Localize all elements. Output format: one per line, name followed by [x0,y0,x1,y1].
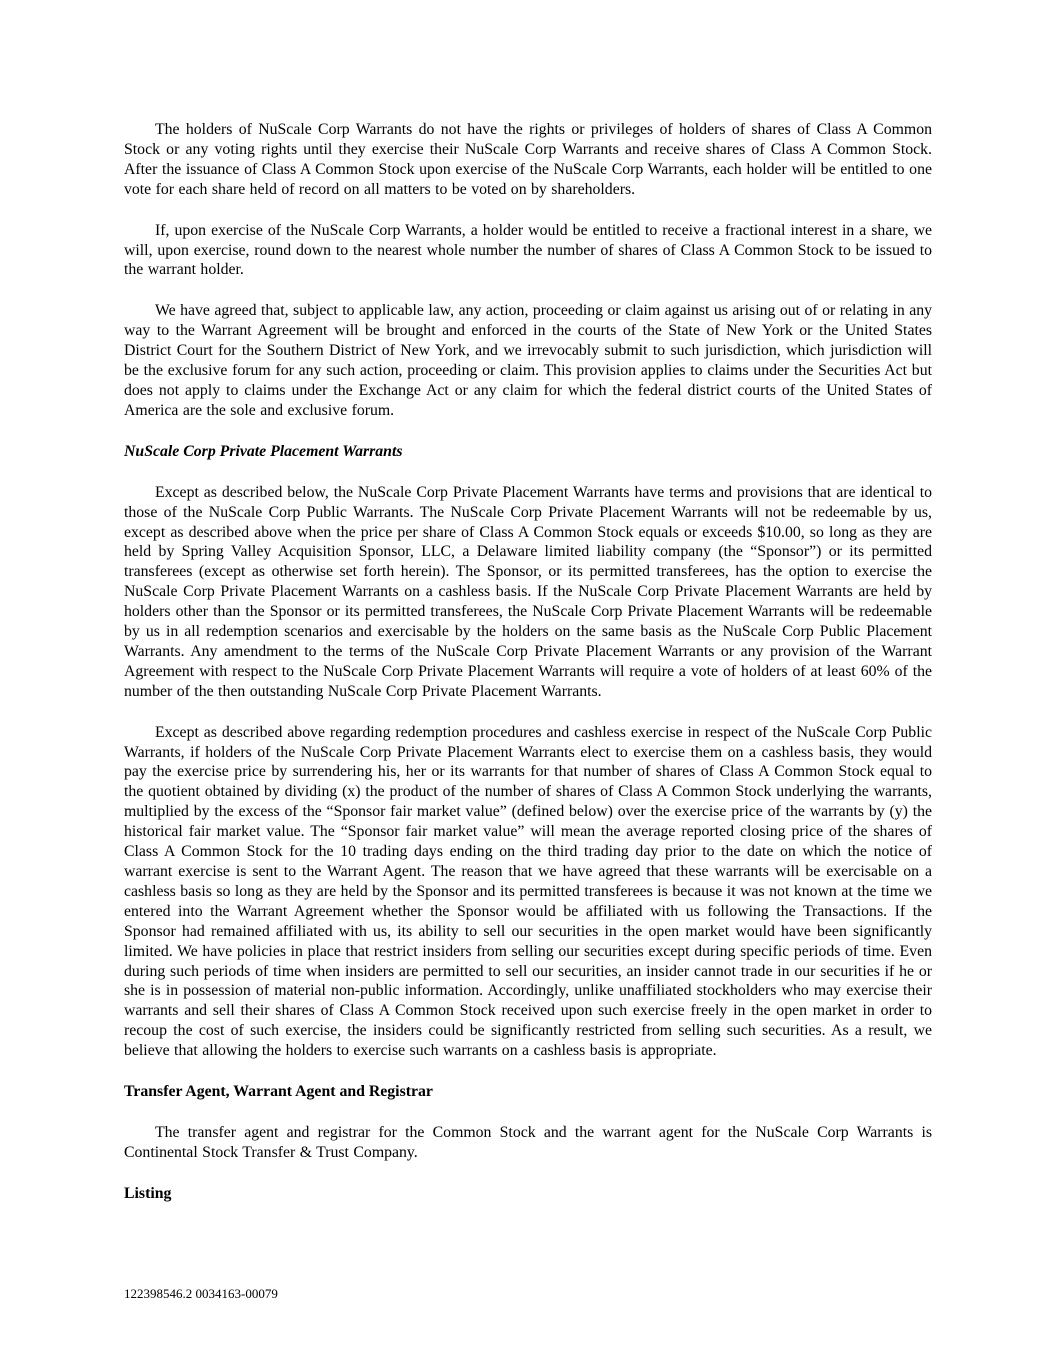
paragraph-fractional-shares: If, upon exercise of the NuScale Corp Warrants, a holder would be entitled to receive a fractional interest in a share, we will, upon exercise, round down to the nearest whole number the number of shares of Class A Common Stock to be issued to the warrant holder. [124,221,932,279]
heading-listing: Listing [124,1184,172,1202]
heading-private-placement-warrants: NuScale Corp Private Placement Warrants [124,442,403,460]
paragraph-transfer-agent: The transfer agent and registrar for the Common Stock and the warrant agent for the NuScale Corp Warrants is Continental Stock Transfer & Trust Company. [124,1123,932,1161]
paragraph-forum-selection: We have agreed that, subject to applicable law, any action, proceeding or claim against us arising out of or relating in any way to the Warrant Agreement will be brought and enforced in the courts of the State of New York or the United States District Court for the Southern District of New York, and we irrevocably submit to such jurisdiction, which jurisdiction will be the exclusive forum for any such action, proceeding or claim. This provision applies to claims under the Securities Act but does not apply to claims under the Exchange Act or any claim for which the federal district courts of the United States of America are the sole and exclusive forum. [124,302,932,419]
paragraph-private-placement-terms: Except as described below, the NuScale Corp Private Placement Warrants have terms and provisions that are identical to those of the NuScale Corp Public Warrants. The NuScale Corp Private Placement Warrants will not be redeemable by us, except as described above when the price per share of Class A Common Stock equals or exceeds $10.00, so long as they are held by Spring Valley Acquisition Sponsor, LLC, a Delaware limited liability company (the “Sponsor”) or its permitted transferees (except as otherwise set forth herein). The Sponsor, or its permitted transferees, has the option to exercise the NuScale Corp Private Placement Warrants on a cashless basis. If the NuScale Corp Private Placement Warrants are held by holders other than the Sponsor or its permitted transferees, the NuScale Corp Private Placement Warrants will be redeemable by us in all redemption scenarios and exercisable by the holders on the same basis as the NuScale Corp Public Placement Warrants. Any amendment to the terms of the NuScale Corp Private Placement Warrants or any provision of the Warrant Agreement with respect to the NuScale Corp Private Placement Warrants will require a vote of holders of at least 60% of the number of the then outstanding NuScale Corp Private Placement Warrants. [124,483,932,700]
paragraph-cashless-exercise: Except as described above regarding redemption procedures and cashless exercise in respect of the NuScale Corp Public Warrants, if holders of the NuScale Corp Private Placement Warrants elect to exercise them on a cashless basis, they would pay the exercise price by surrendering his, her or its warrants for that number of shares of Class A Common Stock equal to the quotient obtained by dividing (x) the product of the number of shares of Class A Common Stock underlying the warrants, multiplied by the excess of the “Sponsor fair market value” (defined below) over the exercise price of the warrants by (y) the historical fair market value. The “Sponsor fair market value” will mean the average reported closing price of the shares of Class A Common Stock for the 10 trading days ending on the third trading day prior to the date on which the notice of warrant exercise is sent to the Warrant Agent. The reason that we have agreed that these warrants will be exercisable on a cashless basis so long as they are held by the Sponsor and its permitted transferees is because it was not known at the time we entered into the Warrant Agreement whether the Sponsor would be affiliated with us following the Transactions. If the Sponsor had remained affiliated with us, its ability to sell our securities in the open market would have been significantly limited. We have policies in place that restrict insiders from selling our securities except during specific periods of time. Even during such periods of time when insiders are permitted to sell our securities, an insider cannot trade in our securities if he or she is in possession of material non-public information. Accordingly, unlike unaffiliated stockholders who may exercise their warrants and sell their shares of Class A Common Stock received upon such exercise freely in the open market in order to recoup the cost of such exercise, the insiders could be significantly restricted from selling such securities. As a result, we believe that allowing the holders to exercise such warrants on a cashless basis is appropriate. [124,723,932,1060]
footer-document-control-number: 122398546.2 0034163-00079 [124,1286,278,1301]
paragraph-warrant-holder-rights: The holders of NuScale Corp Warrants do not have the rights or privileges of holders of shares of Class A Common Stock or any voting rights until they exercise their NuScale Corp Warrants and receive shares of Class A Common Stock. After the issuance of Class A Common Stock upon exercise of the NuScale Corp Warrants, each holder will be entitled to one vote for each share held of record on all matters to be voted on by shareholders. [124,121,932,198]
heading-transfer-agent: Transfer Agent, Warrant Agent and Registrar [124,1083,433,1101]
